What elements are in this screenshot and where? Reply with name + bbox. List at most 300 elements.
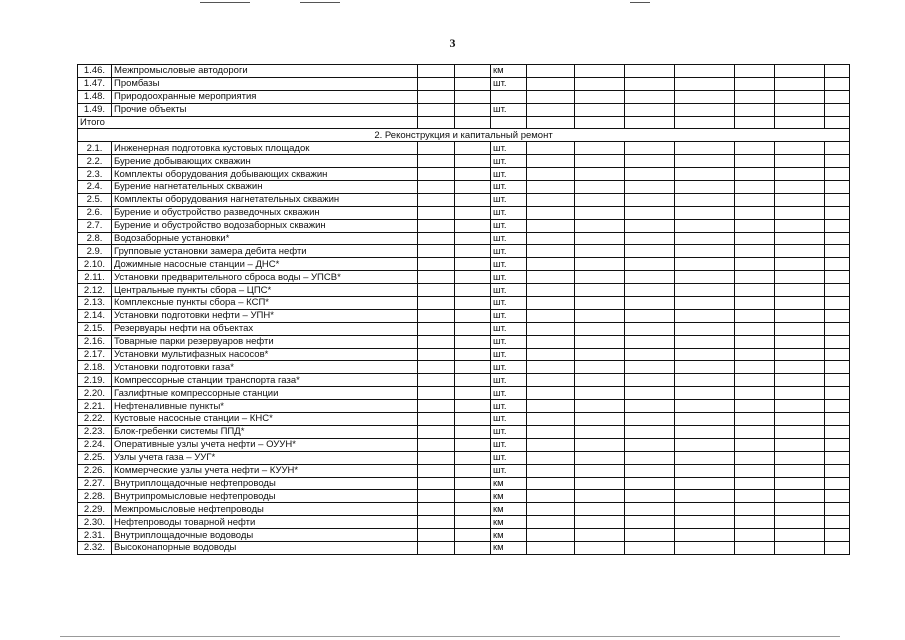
row-name: Компрессорные станции транспорта газа* (112, 374, 418, 387)
row-number: 1.46. (78, 65, 112, 78)
empty-cell (675, 155, 735, 168)
empty-cell (675, 387, 735, 400)
empty-cell (825, 284, 850, 297)
empty-cell (625, 451, 675, 464)
row-number: 2.32. (78, 541, 112, 554)
empty-cell (675, 438, 735, 451)
empty-cell (735, 541, 775, 554)
empty-cell (625, 322, 675, 335)
table-row (78, 490, 850, 503)
empty-cell (775, 529, 825, 542)
empty-cell (735, 425, 775, 438)
empty-cell (418, 541, 455, 554)
empty-cell (575, 219, 625, 232)
row-number: 2.9. (78, 245, 112, 258)
row-unit: шт. (491, 284, 527, 297)
row-unit: шт. (491, 271, 527, 284)
row-number: 2.2. (78, 155, 112, 168)
empty-cell (527, 181, 575, 194)
row-name: Резервуары нефти на объектах (112, 322, 418, 335)
empty-cell (418, 477, 455, 490)
empty-cell (418, 116, 455, 129)
row-unit: км (491, 490, 527, 503)
empty-cell (575, 464, 625, 477)
empty-cell (775, 297, 825, 310)
row-name: Промбазы (112, 77, 418, 90)
table-row (78, 142, 850, 155)
empty-cell (455, 155, 491, 168)
row-number: 2.8. (78, 232, 112, 245)
empty-cell (735, 142, 775, 155)
empty-cell (527, 348, 575, 361)
page-number: 3 (449, 36, 456, 50)
empty-cell (625, 155, 675, 168)
empty-cell (735, 361, 775, 374)
empty-cell (675, 232, 735, 245)
table-row (78, 516, 850, 529)
table-row (78, 503, 850, 516)
row-number: 2.14. (78, 309, 112, 322)
empty-cell (825, 503, 850, 516)
table-row (78, 541, 850, 554)
empty-cell (418, 374, 455, 387)
empty-cell (527, 103, 575, 116)
empty-cell (527, 541, 575, 554)
empty-cell (735, 65, 775, 78)
empty-cell (527, 387, 575, 400)
empty-cell (735, 232, 775, 245)
empty-cell (775, 193, 825, 206)
row-name: Установки мультифазных насосов* (112, 348, 418, 361)
empty-cell (575, 65, 625, 78)
empty-cell (527, 438, 575, 451)
empty-cell (575, 232, 625, 245)
empty-cell (825, 490, 850, 503)
empty-cell (418, 361, 455, 374)
empty-cell (527, 529, 575, 542)
empty-cell (575, 284, 625, 297)
empty-cell (735, 438, 775, 451)
empty-cell (735, 490, 775, 503)
empty-cell (675, 309, 735, 322)
empty-cell (735, 309, 775, 322)
empty-cell (825, 168, 850, 181)
row-number: 2.1. (78, 142, 112, 155)
empty-cell (825, 374, 850, 387)
row-unit: км (491, 477, 527, 490)
row-name: Кустовые насосные станции – КНС* (112, 413, 418, 426)
row-name: Комплексные пункты сбора – КСП* (112, 297, 418, 310)
empty-cell (527, 206, 575, 219)
row-number: 2.18. (78, 361, 112, 374)
empty-cell (455, 490, 491, 503)
empty-cell (455, 400, 491, 413)
empty-cell (418, 335, 455, 348)
empty-cell (418, 155, 455, 168)
empty-cell (825, 206, 850, 219)
empty-cell (575, 348, 625, 361)
empty-cell (575, 516, 625, 529)
row-unit: шт. (491, 400, 527, 413)
empty-cell (675, 322, 735, 335)
empty-cell (575, 168, 625, 181)
empty-cell (735, 335, 775, 348)
table-row (78, 309, 850, 322)
row-unit: км (491, 529, 527, 542)
empty-cell (575, 155, 625, 168)
empty-cell (625, 529, 675, 542)
empty-cell (455, 361, 491, 374)
empty-cell (455, 503, 491, 516)
row-number: 2.19. (78, 374, 112, 387)
empty-cell (625, 193, 675, 206)
empty-cell (675, 297, 735, 310)
empty-cell (825, 309, 850, 322)
empty-cell (675, 193, 735, 206)
empty-cell (675, 168, 735, 181)
row-unit: шт. (491, 245, 527, 258)
empty-cell (775, 361, 825, 374)
empty-cell (775, 116, 825, 129)
row-name: Газлифтные компрессорные станции (112, 387, 418, 400)
empty-cell (825, 116, 850, 129)
row-name: Установки подготовки газа* (112, 361, 418, 374)
empty-cell (775, 219, 825, 232)
empty-cell (575, 413, 625, 426)
empty-cell (775, 65, 825, 78)
empty-cell (625, 413, 675, 426)
section-header-row (78, 129, 850, 142)
empty-cell (825, 142, 850, 155)
total-row (78, 116, 850, 129)
empty-cell (575, 90, 625, 103)
empty-cell (455, 90, 491, 103)
empty-cell (455, 309, 491, 322)
table-row (78, 181, 850, 194)
empty-cell (625, 361, 675, 374)
empty-cell (675, 65, 735, 78)
row-name: Комплекты оборудования добывающих скважин (112, 168, 418, 181)
empty-cell (527, 516, 575, 529)
empty-cell (735, 90, 775, 103)
empty-cell (675, 284, 735, 297)
row-unit: шт. (491, 335, 527, 348)
empty-cell (527, 168, 575, 181)
empty-cell (625, 387, 675, 400)
row-number: 2.4. (78, 181, 112, 194)
row-name: Высоконапорные водоводы (112, 541, 418, 554)
empty-cell (675, 258, 735, 271)
empty-cell (735, 322, 775, 335)
row-number: 2.10. (78, 258, 112, 271)
row-number: 2.28. (78, 490, 112, 503)
table-row (78, 77, 850, 90)
empty-cell (675, 335, 735, 348)
empty-cell (418, 284, 455, 297)
empty-cell (735, 245, 775, 258)
empty-cell (775, 490, 825, 503)
empty-cell (775, 425, 825, 438)
empty-cell (775, 77, 825, 90)
empty-cell (575, 361, 625, 374)
empty-cell (527, 116, 575, 129)
empty-cell (675, 219, 735, 232)
empty-cell (825, 245, 850, 258)
row-name: Групповые установки замера дебита нефти (112, 245, 418, 258)
table-row (78, 529, 850, 542)
empty-cell (455, 387, 491, 400)
row-number: 2.12. (78, 284, 112, 297)
scan-artifact-top (200, 2, 250, 3)
empty-cell (625, 258, 675, 271)
row-name: Товарные парки резервуаров нефти (112, 335, 418, 348)
empty-cell (775, 335, 825, 348)
table-row (78, 297, 850, 310)
row-name: Оперативные узлы учета нефти – ОУУН* (112, 438, 418, 451)
empty-cell (675, 425, 735, 438)
row-number: 2.5. (78, 193, 112, 206)
empty-cell (575, 297, 625, 310)
row-number: 2.24. (78, 438, 112, 451)
empty-cell (625, 90, 675, 103)
empty-cell (575, 400, 625, 413)
empty-cell (775, 90, 825, 103)
empty-cell (575, 142, 625, 155)
empty-cell (625, 503, 675, 516)
empty-cell (675, 451, 735, 464)
empty-cell (735, 451, 775, 464)
empty-cell (735, 413, 775, 426)
empty-cell (527, 297, 575, 310)
empty-cell (825, 77, 850, 90)
row-number: 2.27. (78, 477, 112, 490)
empty-cell (675, 271, 735, 284)
empty-cell (527, 142, 575, 155)
empty-cell (825, 258, 850, 271)
empty-cell (418, 103, 455, 116)
empty-cell (625, 219, 675, 232)
empty-cell (775, 309, 825, 322)
table-row (78, 464, 850, 477)
table-row (78, 374, 850, 387)
row-number: 2.7. (78, 219, 112, 232)
empty-cell (575, 245, 625, 258)
empty-cell (625, 65, 675, 78)
empty-cell (735, 464, 775, 477)
empty-cell (625, 464, 675, 477)
total-label: Итого (78, 116, 418, 129)
empty-cell (418, 77, 455, 90)
row-number: 2.30. (78, 516, 112, 529)
empty-cell (418, 490, 455, 503)
empty-cell (575, 490, 625, 503)
empty-cell (455, 271, 491, 284)
table-row (78, 425, 850, 438)
empty-cell (527, 413, 575, 426)
empty-cell (675, 413, 735, 426)
empty-cell (825, 413, 850, 426)
empty-cell (418, 451, 455, 464)
row-unit: шт. (491, 77, 527, 90)
row-name: Межпромысловые нефтепроводы (112, 503, 418, 516)
empty-cell (775, 477, 825, 490)
empty-cell (625, 232, 675, 245)
empty-cell (825, 425, 850, 438)
empty-cell (455, 116, 491, 129)
empty-cell (625, 400, 675, 413)
row-number: 2.13. (78, 297, 112, 310)
empty-cell (491, 116, 527, 129)
empty-cell (735, 155, 775, 168)
empty-cell (418, 65, 455, 78)
empty-cell (625, 245, 675, 258)
row-unit: шт. (491, 103, 527, 116)
empty-cell (825, 90, 850, 103)
empty-cell (775, 387, 825, 400)
empty-cell (455, 374, 491, 387)
empty-cell (625, 271, 675, 284)
row-name: Блок-гребенки системы ППД* (112, 425, 418, 438)
section-title: 2. Реконструкция и капитальный ремонт (78, 129, 850, 142)
empty-cell (418, 529, 455, 542)
empty-cell (735, 297, 775, 310)
empty-cell (575, 116, 625, 129)
empty-cell (775, 271, 825, 284)
empty-cell (735, 348, 775, 361)
empty-cell (675, 400, 735, 413)
empty-cell (775, 155, 825, 168)
empty-cell (527, 490, 575, 503)
row-name: Внутриплощадочные нефтепроводы (112, 477, 418, 490)
row-unit: км (491, 503, 527, 516)
empty-cell (575, 387, 625, 400)
empty-cell (625, 103, 675, 116)
empty-cell (735, 374, 775, 387)
empty-cell (418, 142, 455, 155)
empty-cell (675, 490, 735, 503)
empty-cell (625, 206, 675, 219)
row-unit (491, 90, 527, 103)
empty-cell (455, 335, 491, 348)
row-name: Комплекты оборудования нагнетательных скважин (112, 193, 418, 206)
empty-cell (625, 77, 675, 90)
row-unit: шт. (491, 168, 527, 181)
row-unit: шт. (491, 451, 527, 464)
empty-cell (527, 309, 575, 322)
row-name: Бурение и обустройство разведочных скважин (112, 206, 418, 219)
empty-cell (775, 322, 825, 335)
empty-cell (675, 181, 735, 194)
empty-cell (418, 168, 455, 181)
empty-cell (527, 245, 575, 258)
empty-cell (775, 400, 825, 413)
empty-cell (735, 77, 775, 90)
empty-cell (527, 65, 575, 78)
empty-cell (775, 103, 825, 116)
empty-cell (455, 258, 491, 271)
empty-cell (575, 335, 625, 348)
empty-cell (775, 232, 825, 245)
scan-artifact-bottom (60, 636, 840, 637)
row-name: Коммерческие узлы учета нефти – КУУН* (112, 464, 418, 477)
empty-cell (575, 503, 625, 516)
empty-cell (455, 464, 491, 477)
row-name: Центральные пункты сбора – ЦПС* (112, 284, 418, 297)
empty-cell (825, 335, 850, 348)
empty-cell (418, 309, 455, 322)
empty-cell (775, 168, 825, 181)
empty-cell (418, 387, 455, 400)
table-row (78, 155, 850, 168)
row-number: 1.48. (78, 90, 112, 103)
empty-cell (455, 529, 491, 542)
row-name: Прочие объекты (112, 103, 418, 116)
empty-cell (418, 425, 455, 438)
empty-cell (455, 219, 491, 232)
empty-cell (527, 400, 575, 413)
empty-cell (575, 374, 625, 387)
table-row (78, 451, 850, 464)
row-unit: шт. (491, 193, 527, 206)
empty-cell (735, 168, 775, 181)
row-name: Водозаборные установки* (112, 232, 418, 245)
row-unit: шт. (491, 348, 527, 361)
empty-cell (735, 516, 775, 529)
empty-cell (675, 374, 735, 387)
empty-cell (527, 374, 575, 387)
empty-cell (735, 206, 775, 219)
empty-cell (735, 400, 775, 413)
row-name: Природоохранные мероприятия (112, 90, 418, 103)
row-unit: шт. (491, 297, 527, 310)
empty-cell (575, 193, 625, 206)
empty-cell (675, 116, 735, 129)
empty-cell (675, 90, 735, 103)
row-unit: шт. (491, 374, 527, 387)
data-table (77, 64, 850, 555)
empty-cell (735, 193, 775, 206)
empty-cell (527, 477, 575, 490)
row-unit: шт. (491, 438, 527, 451)
empty-cell (455, 284, 491, 297)
table-row (78, 258, 850, 271)
row-unit: км (491, 541, 527, 554)
empty-cell (527, 77, 575, 90)
table-row (78, 168, 850, 181)
empty-cell (625, 541, 675, 554)
row-number: 2.26. (78, 464, 112, 477)
empty-cell (527, 425, 575, 438)
table-row (78, 90, 850, 103)
row-name: Узлы учета газа – УУГ* (112, 451, 418, 464)
empty-cell (735, 271, 775, 284)
empty-cell (455, 193, 491, 206)
empty-cell (675, 503, 735, 516)
empty-cell (625, 374, 675, 387)
row-unit: шт. (491, 219, 527, 232)
empty-cell (825, 541, 850, 554)
row-unit: шт. (491, 232, 527, 245)
row-number: 2.21. (78, 400, 112, 413)
empty-cell (675, 541, 735, 554)
empty-cell (775, 451, 825, 464)
empty-cell (625, 309, 675, 322)
table-row (78, 245, 850, 258)
empty-cell (418, 90, 455, 103)
empty-cell (418, 400, 455, 413)
empty-cell (455, 77, 491, 90)
table-row (78, 477, 850, 490)
